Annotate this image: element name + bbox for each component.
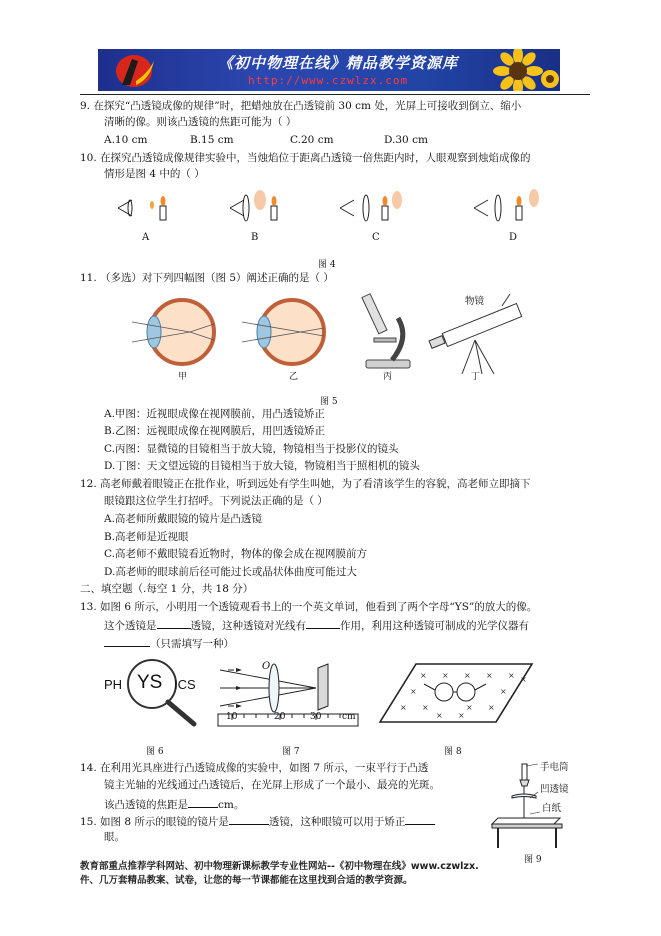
q9-option-b: B.15 cm [190,134,234,146]
fig6-right-text: ICS [174,677,196,692]
fig7-caption: 图 7 [282,747,300,757]
fig5-label-yi: 乙 [289,372,299,382]
svg-text:×: × [500,687,507,696]
q11-option-d: D.丁图：天文望远镜的目镜相当于放大镜，物镜相当于照相机的镜头 [104,460,420,472]
fig7-o-label: O [262,661,271,672]
q13-line1: 13. 如图 6 所示，小明用一个透镜观看书上的一个英文单词，他看到了两个字母“YS”的放大的像。 [80,601,538,613]
q9-option-a: A.10 cm [104,134,148,146]
fig7-tick-20: 20 [274,712,286,722]
q14-line1: 14. 在利用光具座进行凸透镜成像的实验中，如图 7 所示，一束平行于凸透 [80,762,429,774]
fig5-caption: 图 5 [320,397,338,407]
banner-title: 《初中物理在线》精品教学资源库 [218,54,459,72]
q13-text-d: （只需填写一种） [150,638,234,650]
fig4-label-a: A [142,232,150,243]
q11-option-a: A.甲图：近视眼成像在视网膜前，用凸透镜矫正 [104,408,325,420]
q13-line3 [104,635,234,652]
section-title-fill-in: 二、填空题（.每空 1 分，共 18 分） [80,583,254,595]
q15-text-a: 15. 如图 8 所示的眼镜的镜片是 [80,816,229,828]
q13-blank-3[interactable] [104,635,150,647]
fig4-panel-c [340,191,402,221]
q11-option-b: B.乙图：远视眼成像在视网膜后，用凹透镜矫正 [104,425,326,437]
q13-blank-1[interactable] [157,617,191,629]
q13-text-a: 这个透镜是 [104,620,157,632]
q13-text-c: 作用，利用这种透镜可制成的光学仪器有 [340,620,529,632]
q14-line3 [104,796,244,813]
fig6-magnified-text: YS [137,672,163,693]
sunflower-icon [478,49,560,91]
q15-blank-2[interactable] [405,813,435,825]
q10-line2: 情形是图 4 中的（ ） [104,168,205,180]
fig5-microscope [362,294,410,368]
q12-option-d: D.高老师的眼球前后径可能过长或晶状体曲度可能过大 [104,566,357,578]
q12-line2: 眼镜跟这位学生打招呼。下列说法正确的是（ ） [104,495,328,507]
header-banner [98,49,560,91]
fig4-label-c: C [372,232,380,243]
q12-option-a: A.高老师所戴眼镜的镜片是凸透镜 [104,513,262,525]
fig5-objective-label: 物镜 [465,296,485,307]
svg-text:×: × [422,703,429,712]
q14-blank-1[interactable] [188,796,218,808]
fig6-caption: 图 6 [146,747,164,757]
q11-line1: 11. （多选）对下列四幅图（图 5）阐述正确的是（ ） [80,272,334,284]
fig9-label-paper: 白纸 [542,803,562,814]
svg-text:×: × [486,671,493,680]
fig7-tick-10: 10 [226,712,238,722]
q15-blank-1[interactable] [229,813,269,825]
q15-line1 [80,813,435,830]
fig5-label-ding: 丁 [471,372,481,382]
footer-line2: 件、几万套精品教案、试卷，让您的每一节课都能在这里找到合适的教学资源。 [80,875,413,886]
figure-8 [376,660,536,728]
fig7-unit: cm [342,712,356,722]
q9-line1: 9. 在探究“凸透镜成像的规律”时，把蜡烛放在凸透镜前 30 cm 处，光屏上可接收到倒立、缩小 [80,100,522,112]
fig8-caption: 图 8 [444,747,462,757]
fig4-label-d: D [509,232,518,243]
q11-option-c: C.丙图：显微镜的目镜相当于放大镜，物镜相当于投影仪的镜头 [104,443,399,455]
q12-option-c: C.高老师不戴眼镜看近物时，物体的像会成在视网膜前方 [104,548,367,560]
fig5-label-bing: 丙 [383,372,393,382]
fig6-left-text: PH [104,677,123,692]
q9-line2: 清晰的像。则该凸透镜的焦距可能为（ ） [104,116,297,128]
svg-text:×: × [420,671,427,680]
fig9-caption: 图 9 [524,855,542,865]
q15-line2: 眼。 [104,831,125,843]
q14-text-a: 该凸透镜的焦距是 [104,799,188,811]
svg-text:×: × [520,675,527,684]
fig5-eye-jia [132,300,214,364]
svg-text:×: × [508,671,515,680]
q12-option-b: B.高老师是近视眼 [104,531,189,543]
svg-text:×: × [436,711,443,720]
footer-line1: 教育部重点推荐学科网站、初中物理新课标教学专业性网站--《初中物理在线》www.czwlzx. [80,861,479,872]
svg-text:×: × [458,711,465,720]
fig9-label-concave-lens: 凹透镜 [540,784,569,795]
q9-option-d: D.30 cm [384,134,428,146]
fig4-panel-d [474,189,539,221]
svg-text:×: × [400,703,407,712]
banner-url: http://www.czwlzx.com [248,74,409,87]
fig9-label-flashlight: 手电筒 [540,762,569,773]
svg-text:×: × [410,687,417,696]
figure-4 [100,186,560,230]
q13-blank-2[interactable] [306,617,340,629]
fig5-eye-yi [242,300,324,364]
q13-text-b: 透镜，这种透镜对光线有 [190,620,306,632]
svg-text:×: × [464,671,471,680]
q15-text-b: 透镜，这种眼镜可以用于矫正 [268,816,406,828]
svg-text:×: × [488,703,495,712]
svg-text:×: × [466,703,473,712]
fig4-caption: 图 4 [318,260,336,270]
fig4-panel-a [118,196,166,220]
fig5-label-jia: 甲 [178,372,188,382]
q14-line2: 镜主光轴的光线通过凸透镜后，在光屏上形成了一个最小、最亮的光斑。 [104,779,440,791]
q12-line1: 12. 高老师戴着眼镜正在批作业，听到远处有学生叫她，为了看清该学生的容貌，高老师立即摘下 [80,478,531,490]
q10-line1: 10. 在探究凸透镜成像规律实验中，当烛焰位于距离凸透镜一倍焦距内时，人眼观察到烛焰成像的 [80,152,531,164]
svg-text:×: × [442,671,449,680]
fig7-tick-30: 30 [310,712,322,722]
logo-icon [104,51,174,89]
header-rule [80,94,590,95]
q13-line2 [104,617,529,634]
q9-option-c: C.20 cm [290,134,334,146]
fig4-panel-b [230,190,277,221]
fig4-label-b: B [251,232,259,243]
q14-text-b: cm。 [218,799,245,811]
